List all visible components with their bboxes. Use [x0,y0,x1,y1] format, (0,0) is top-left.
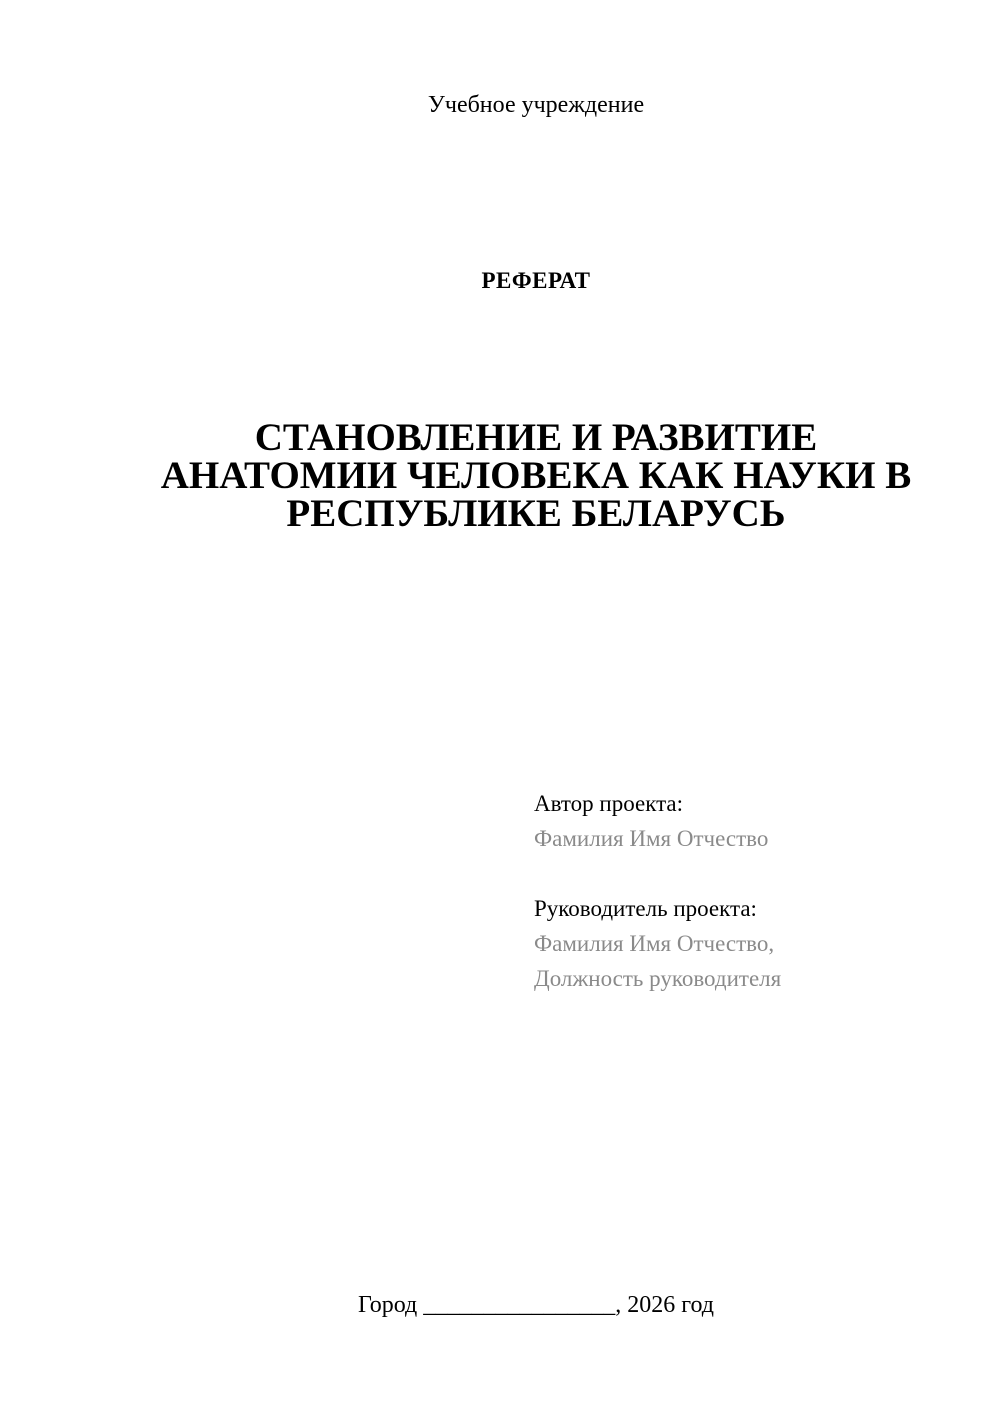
supervisor-position: Должность руководителя [534,966,782,991]
supervisor-block [534,891,974,996]
city-year-line: Город ________________, 2026 год [357,1292,715,1318]
document-title [120,416,952,535]
supervisor-name: Фамилия Имя Отчество, [534,931,775,956]
title-line: АНАТОМИИ ЧЕЛОВЕКА КАК НАУКИ В [160,454,912,497]
supervisor-label: Руководитель проекта: [534,896,757,921]
institution-name: Учебное учреждение [427,92,645,118]
author-name: Фамилия Имя Отчество [534,826,769,851]
author-label: Автор проекта: [534,791,683,816]
author-block [534,786,974,856]
title-line: РЕСПУБЛИКЕ БЕЛАРУСЬ [286,492,786,535]
document-type: РЕФЕРАТ [481,268,591,293]
title-line: СТАНОВЛЕНИЕ И РАЗВИТИЕ [254,416,818,459]
